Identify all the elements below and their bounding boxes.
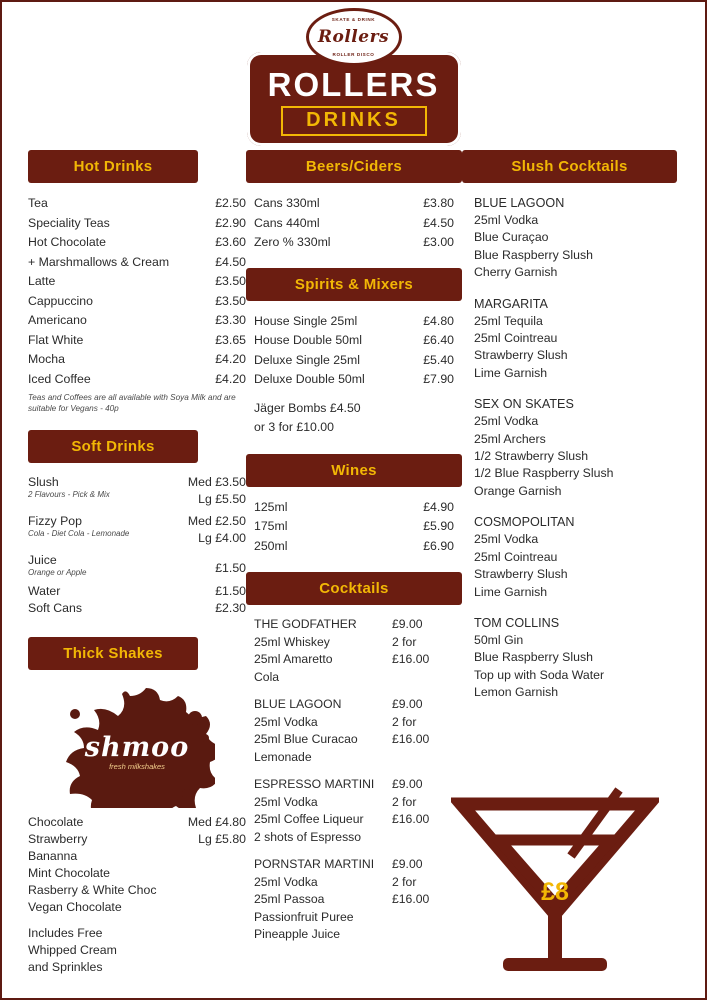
shmoo-tagline: fresh milkshakes — [109, 762, 165, 771]
column-left — [28, 150, 246, 998]
section-header-slush-cocktails: Slush Cocktails — [462, 150, 677, 183]
list-item: Iced Coffee £4.20 — [28, 371, 246, 386]
list-item: Bananna — [28, 849, 78, 863]
section-header-wines: Wines — [246, 454, 462, 487]
list-item: 125ml £4.90 — [254, 499, 454, 514]
section-header-cocktails: Cocktails — [246, 572, 462, 605]
beers-ciders-list — [246, 194, 462, 253]
list-item: Zero % 330ml £3.00 — [254, 235, 454, 249]
list-item: Hot Chocolate £3.60 — [28, 235, 246, 249]
list-item: Chocolate Med £4.80 — [28, 815, 246, 829]
soft-drinks-list — [28, 474, 246, 617]
list-item: Flat White £3.65 — [28, 332, 246, 347]
list-item: Latte £3.50 — [28, 274, 246, 288]
hot-drinks-list — [28, 194, 246, 414]
list-item: ESPRESSO MARTINI 25ml Vodka 25ml Coffee Liqueur 2 shots of Espresso £9.00 2 for £16.00 — [254, 777, 430, 844]
column-middle — [246, 150, 462, 998]
column-right — [462, 150, 677, 998]
section-header-hot-drinks: Hot Drinks — [28, 150, 198, 183]
list-item: Deluxe Single 25ml £5.40 — [254, 352, 454, 367]
list-item: Soft Cans £2.30 — [28, 601, 246, 615]
logo-title: ROLLERS — [267, 66, 440, 103]
list-item: House Double 50ml £6.40 — [254, 333, 454, 347]
slush-cocktails-list — [462, 194, 677, 702]
list-item: Strawberry Lg £5.80 — [28, 832, 246, 846]
logo-plate — [247, 52, 461, 146]
list-item: House Single 25ml £4.80 — [254, 313, 454, 328]
spirits-extra-line: or 3 for £10.00 — [254, 420, 334, 434]
thick-shakes-footer: Whipped Cream — [28, 943, 117, 957]
logo-badge-script: Rollers — [317, 27, 390, 47]
list-item: BLUE LAGOON 25ml Vodka 25ml Blue Curacao Lemonade £9.00 2 for £16.00 — [254, 697, 430, 764]
list-item: SEX ON SKATES 25ml Vodka 25ml Archers 1/2 Strawberry Slush 1/2 Blue Raspberry Slush Orange Garnish — [474, 397, 614, 498]
wines-list — [246, 498, 462, 557]
list-item: Juice Orange or Apple £1.50 — [28, 553, 246, 577]
list-item: 250ml £6.90 — [254, 538, 454, 553]
list-item: THE GODFATHER 25ml Whiskey 25ml Amaretto Cola £9.00 2 for £16.00 — [254, 617, 430, 684]
section-header-beers-ciders: Beers/Ciders — [246, 150, 462, 183]
section-header-spirits-mixers: Spirits & Mixers — [246, 268, 462, 301]
list-item: Tea £2.50 — [28, 196, 246, 210]
logo-badge — [306, 8, 402, 66]
menu-columns — [2, 150, 705, 998]
martini-glass-graphic — [451, 782, 659, 982]
list-item: PORNSTAR MARTINI 25ml Vodka 25ml Passoa Passionfruit Puree Pineapple Juice £9.00 2 for £16.00 — [254, 857, 430, 941]
list-item: MARGARITA 25ml Tequila 25ml Cointreau Strawberry Slush Lime Garnish — [474, 296, 568, 380]
spirits-mixers-list — [246, 312, 462, 438]
list-item: Mint Chocolate — [28, 866, 111, 880]
list-item: Vegan Chocolate — [28, 900, 122, 914]
logo-subtitle: DRINKS — [281, 106, 427, 136]
list-item: Cans 440ml £4.50 — [254, 215, 454, 230]
list-item: 175ml £5.90 — [254, 519, 454, 533]
list-item: Rasberry & White Choc — [28, 883, 157, 897]
hot-drinks-note: Teas and Coffees are all available with Soya Milk and are suitable for Vegans - 40p — [28, 393, 236, 413]
list-item: Americano £3.30 — [28, 313, 246, 327]
thick-shakes-footer: Includes Free — [28, 926, 103, 940]
cocktails-list — [246, 616, 462, 944]
list-item: Slush 2 Flavours - Pick & Mix Med £3.50 Lg £5.50 — [28, 475, 246, 506]
logo-badge-arc-top: SKATE & DRINK — [331, 17, 376, 22]
thick-shakes-list — [28, 814, 246, 976]
list-item: BLUE LAGOON 25ml Vodka Blue Curaçao Blue Raspberry Slush Cherry Garnish — [474, 196, 593, 280]
list-item: Fizzy Pop Cola - Diet Cola - Lemonade Med £2.50 Lg £4.00 — [28, 514, 246, 545]
list-item: Speciality Teas £2.90 — [28, 215, 246, 230]
section-header-thick-shakes: Thick Shakes — [28, 637, 198, 670]
section-header-soft-drinks: Soft Drinks — [28, 430, 198, 463]
list-item: Deluxe Double 50ml £7.90 — [254, 372, 454, 386]
shmoo-wordmark: shmoo — [84, 732, 190, 763]
thick-shakes-footer: and Sprinkles — [28, 960, 103, 974]
list-item: Cans 330ml £3.80 — [254, 196, 454, 210]
logo-badge-arc-bottom: ROLLER DISCO — [332, 52, 375, 57]
spirits-extra-line: Jäger Bombs £4.50 — [254, 400, 361, 415]
list-item: Water £1.50 — [28, 584, 246, 598]
slush-cocktail-price: £8 — [541, 878, 569, 906]
shmoo-logo — [59, 688, 215, 808]
brand-logo — [2, 8, 705, 146]
list-item: COSMOPOLITAN 25ml Vodka 25ml Cointreau Strawberry Slush Lime Garnish — [474, 515, 575, 599]
list-item: Mocha £4.20 — [28, 352, 246, 366]
list-item: TOM COLLINS 50ml Gin Blue Raspberry Slush Top up with Soda Water Lemon Garnish — [474, 615, 605, 700]
list-item: Cappuccino £3.50 — [28, 293, 246, 308]
list-item: + Marshmallows & Cream £4.50 — [28, 254, 246, 269]
